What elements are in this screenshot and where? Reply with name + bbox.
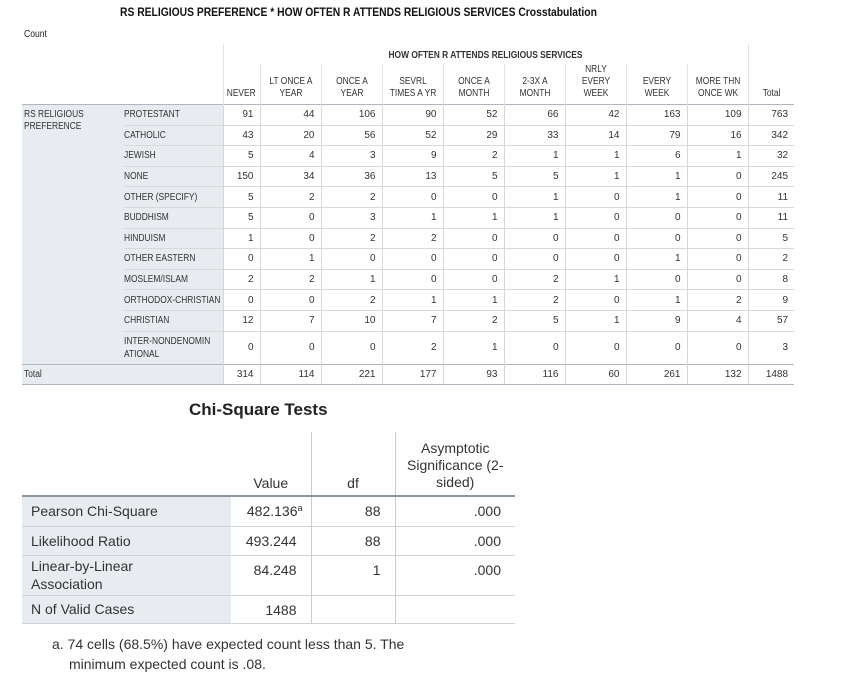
cell-value: 0 bbox=[382, 249, 443, 270]
cell-value: 14 bbox=[565, 125, 626, 146]
cell-value: 1 bbox=[687, 146, 748, 167]
cell-value: 2 bbox=[321, 290, 382, 311]
cell-value: 0 bbox=[260, 228, 321, 249]
cell-value: 1 bbox=[504, 207, 565, 228]
cell-value: 2 bbox=[504, 269, 565, 290]
chi-square-row bbox=[22, 526, 515, 555]
row-label: HINDUISM bbox=[124, 228, 223, 249]
column-header: NEVER bbox=[223, 64, 260, 105]
column-header: LT ONCE A YEAR bbox=[260, 64, 321, 105]
cell-value: 106 bbox=[321, 105, 382, 126]
cell-value: 33 bbox=[504, 125, 565, 146]
cell-value: 5 bbox=[223, 207, 260, 228]
cell-value: 1 bbox=[504, 187, 565, 208]
cell-value: 52 bbox=[443, 105, 504, 126]
cell-value: 8 bbox=[748, 269, 794, 290]
total-cell-value: 132 bbox=[687, 364, 748, 384]
cell-value: 0 bbox=[687, 249, 748, 270]
footnote-line-2: minimum expected count is .08. bbox=[69, 656, 266, 672]
cell-value: 1 bbox=[626, 290, 687, 311]
chi-row-significance: .000 bbox=[395, 555, 515, 595]
cell-value: 2 bbox=[504, 290, 565, 311]
cell-value: 1 bbox=[382, 290, 443, 311]
total-cell-value: 177 bbox=[382, 364, 443, 384]
cell-value: 0 bbox=[382, 187, 443, 208]
cell-value: 3 bbox=[748, 331, 794, 364]
chi-row-value: 493.244 bbox=[231, 526, 311, 555]
cell-value: 56 bbox=[321, 125, 382, 146]
cell-value: 0 bbox=[260, 331, 321, 364]
cell-value: 0 bbox=[687, 228, 748, 249]
chi-header-significance: Asymptotic Significance (2-sided) bbox=[395, 432, 515, 496]
cell-value: 2 bbox=[321, 187, 382, 208]
total-cell-value: 314 bbox=[223, 364, 260, 384]
cell-value: 5 bbox=[504, 310, 565, 331]
column-header: NRLY EVERY WEEK bbox=[565, 64, 626, 105]
chi-row-value: 482.136$^a$ bbox=[231, 496, 311, 526]
column-header: 2-3X A MONTH bbox=[504, 64, 565, 105]
cell-value: 44 bbox=[260, 105, 321, 126]
cell-value: 32 bbox=[748, 146, 794, 167]
table-row bbox=[22, 105, 794, 126]
cell-value: 0 bbox=[565, 228, 626, 249]
cell-value: 7 bbox=[260, 310, 321, 331]
cell-value: 0 bbox=[443, 269, 504, 290]
footnote-line-1: a. 74 cells (68.5%) have expected count less than 5. The bbox=[52, 636, 405, 652]
cell-value: 0 bbox=[565, 331, 626, 364]
cell-value: 763 bbox=[748, 105, 794, 126]
cell-value: 0 bbox=[565, 207, 626, 228]
cell-value: 163 bbox=[626, 105, 687, 126]
cell-value: 245 bbox=[748, 166, 794, 187]
cell-value: 7 bbox=[382, 310, 443, 331]
cell-value: 0 bbox=[687, 166, 748, 187]
cell-value: 90 bbox=[382, 105, 443, 126]
row-label: NONE bbox=[124, 166, 223, 187]
cell-value: 1 bbox=[565, 166, 626, 187]
header-corner-lower bbox=[22, 64, 223, 105]
cell-value: 1 bbox=[565, 310, 626, 331]
cell-value: 20 bbox=[260, 125, 321, 146]
crosstab-title: RS RELIGIOUS PREFERENCE * HOW OFTEN R ATTENDS RELIGIOUS SERVICES Crosstabulation bbox=[120, 5, 597, 19]
cell-value: 4 bbox=[687, 310, 748, 331]
cell-value: 10 bbox=[321, 310, 382, 331]
cell-value: 1 bbox=[260, 249, 321, 270]
chi-header-corner bbox=[22, 432, 231, 496]
cell-value: 1 bbox=[321, 269, 382, 290]
cell-value: 2 bbox=[687, 290, 748, 311]
cell-value: 29 bbox=[443, 125, 504, 146]
column-group-header: HOW OFTEN R ATTENDS RELIGIOUS SERVICES bbox=[223, 44, 748, 64]
cell-value: 2 bbox=[382, 228, 443, 249]
cell-value: 2 bbox=[260, 269, 321, 290]
cell-value: 5 bbox=[223, 187, 260, 208]
column-header: ONCE A MONTH bbox=[443, 64, 504, 105]
cell-value: 66 bbox=[504, 105, 565, 126]
cell-value: 0 bbox=[504, 331, 565, 364]
cell-value: 1 bbox=[223, 228, 260, 249]
cell-value: 0 bbox=[626, 228, 687, 249]
header-corner bbox=[22, 44, 223, 64]
column-header: ONCE A YEAR bbox=[321, 64, 382, 105]
chi-square-row bbox=[22, 595, 515, 623]
cell-value: 16 bbox=[687, 125, 748, 146]
row-label: PROTESTANT bbox=[124, 105, 223, 126]
count-label: Count bbox=[24, 29, 47, 40]
cell-value: 2 bbox=[443, 310, 504, 331]
cell-value: 79 bbox=[626, 125, 687, 146]
column-header: Total bbox=[748, 64, 794, 105]
cell-value: 0 bbox=[443, 228, 504, 249]
cell-value: 2 bbox=[321, 228, 382, 249]
cell-value: 12 bbox=[223, 310, 260, 331]
table-row bbox=[22, 146, 794, 167]
table-row bbox=[22, 228, 794, 249]
cell-value: 4 bbox=[260, 146, 321, 167]
cell-value: 5 bbox=[223, 146, 260, 167]
cell-value: 5 bbox=[443, 166, 504, 187]
total-row-label: Total bbox=[22, 364, 223, 384]
cell-value: 0 bbox=[223, 290, 260, 311]
total-row bbox=[22, 364, 794, 384]
cell-value: 0 bbox=[626, 331, 687, 364]
table-row bbox=[22, 269, 794, 290]
chi-row-df: 88 bbox=[311, 526, 395, 555]
table-row bbox=[22, 331, 794, 364]
chi-row-df bbox=[311, 595, 395, 623]
cell-value: 2 bbox=[260, 187, 321, 208]
cell-value: 5 bbox=[748, 228, 794, 249]
chi-header-df: df bbox=[311, 432, 395, 496]
column-header: EVERY WEEK bbox=[626, 64, 687, 105]
row-label: ORTHODOX-CHRISTIAN bbox=[124, 290, 223, 311]
table-row bbox=[22, 290, 794, 311]
row-label: MOSLEM/ISLAM bbox=[124, 269, 223, 290]
row-label: CHRISTIAN bbox=[124, 310, 223, 331]
cell-value: 0 bbox=[565, 290, 626, 311]
total-cell-value: 93 bbox=[443, 364, 504, 384]
cell-value: 1 bbox=[443, 331, 504, 364]
total-cell-value: 221 bbox=[321, 364, 382, 384]
header-total-spacer bbox=[748, 44, 794, 64]
cell-value: 0 bbox=[626, 207, 687, 228]
cell-value: 3 bbox=[321, 146, 382, 167]
cell-value: 0 bbox=[321, 331, 382, 364]
cell-value: 2 bbox=[382, 331, 443, 364]
chi-row-significance: .000 bbox=[395, 526, 515, 555]
table-row bbox=[22, 125, 794, 146]
cell-value: 42 bbox=[565, 105, 626, 126]
cell-value: 57 bbox=[748, 310, 794, 331]
cell-value: 1 bbox=[443, 207, 504, 228]
cell-value: 1 bbox=[565, 146, 626, 167]
cell-value: 0 bbox=[504, 228, 565, 249]
cell-value: 91 bbox=[223, 105, 260, 126]
chi-row-label: Linear-by-Linear Association bbox=[22, 555, 231, 595]
chi-square-footnote bbox=[52, 634, 404, 674]
table-row bbox=[22, 249, 794, 270]
cell-value: 342 bbox=[748, 125, 794, 146]
column-header: MORE THN ONCE WK bbox=[687, 64, 748, 105]
cell-value: 9 bbox=[382, 146, 443, 167]
crosstab-table bbox=[22, 44, 794, 385]
cell-value: 0 bbox=[687, 331, 748, 364]
table-row bbox=[22, 310, 794, 331]
cell-value: 0 bbox=[687, 207, 748, 228]
chi-header-value: Value bbox=[253, 475, 289, 491]
cell-value: 1 bbox=[626, 187, 687, 208]
chi-row-value: 84.248 bbox=[231, 555, 311, 595]
cell-value: 1 bbox=[626, 166, 687, 187]
table-row bbox=[22, 166, 794, 187]
row-label: OTHER EASTERN bbox=[124, 249, 223, 270]
row-label: CATHOLIC bbox=[124, 125, 223, 146]
cell-value: 0 bbox=[260, 207, 321, 228]
cell-value: 1 bbox=[626, 249, 687, 270]
cell-value: 0 bbox=[626, 269, 687, 290]
total-cell-value: 261 bbox=[626, 364, 687, 384]
cell-value: 150 bbox=[223, 166, 260, 187]
cell-value: 0 bbox=[443, 187, 504, 208]
chi-square-table bbox=[22, 432, 515, 624]
cell-value: 0 bbox=[687, 187, 748, 208]
chi-square-row bbox=[22, 496, 515, 526]
chi-square-row bbox=[22, 555, 515, 595]
cell-value: 0 bbox=[223, 249, 260, 270]
cell-value: 0 bbox=[443, 249, 504, 270]
row-label: INTER-NONDENOMINATIONAL bbox=[124, 331, 223, 364]
cell-value: 0 bbox=[687, 269, 748, 290]
cell-value: 0 bbox=[382, 269, 443, 290]
row-group-label: RS RELIGIOUS PREFERENCE bbox=[22, 105, 124, 365]
cell-value: 9 bbox=[626, 310, 687, 331]
total-cell-value: 60 bbox=[565, 364, 626, 384]
chi-row-label: N of Valid Cases bbox=[22, 595, 231, 623]
row-label: OTHER (SPECIFY) bbox=[124, 187, 223, 208]
column-header: SEVRL TIMES A YR bbox=[382, 64, 443, 105]
cell-value: 2 bbox=[443, 146, 504, 167]
table-row bbox=[22, 187, 794, 208]
cell-value: 0 bbox=[260, 290, 321, 311]
row-label: JEWISH bbox=[124, 146, 223, 167]
chi-row-label: Pearson Chi-Square bbox=[22, 496, 231, 526]
total-cell-value: 1488 bbox=[748, 364, 794, 384]
cell-value: 0 bbox=[565, 187, 626, 208]
chi-row-label: Likelihood Ratio bbox=[22, 526, 231, 555]
cell-value: 9 bbox=[748, 290, 794, 311]
total-cell-value: 114 bbox=[260, 364, 321, 384]
cell-value: 1 bbox=[565, 269, 626, 290]
cell-value: 1 bbox=[504, 146, 565, 167]
cell-value: 13 bbox=[382, 166, 443, 187]
chi-row-significance: .000 bbox=[395, 496, 515, 526]
cell-value: 2 bbox=[748, 249, 794, 270]
footnote-marker: a bbox=[297, 503, 303, 513]
cell-value: 0 bbox=[223, 331, 260, 364]
cell-value: 2 bbox=[223, 269, 260, 290]
chi-row-significance bbox=[395, 595, 515, 623]
chi-square-title: Chi-Square Tests bbox=[189, 400, 328, 419]
cell-value: 6 bbox=[626, 146, 687, 167]
cell-value: 0 bbox=[565, 249, 626, 270]
cell-value: 36 bbox=[321, 166, 382, 187]
chi-row-df: 1 bbox=[311, 555, 395, 595]
chi-row-df: 88 bbox=[311, 496, 395, 526]
cell-value: 5 bbox=[504, 166, 565, 187]
cell-value: 1 bbox=[443, 290, 504, 311]
cell-value: 34 bbox=[260, 166, 321, 187]
cell-value: 52 bbox=[382, 125, 443, 146]
cell-value: 43 bbox=[223, 125, 260, 146]
table-row bbox=[22, 207, 794, 228]
cell-value: 11 bbox=[748, 187, 794, 208]
cell-value: 11 bbox=[748, 207, 794, 228]
cell-value: 0 bbox=[504, 249, 565, 270]
cell-value: 3 bbox=[321, 207, 382, 228]
total-cell-value: 116 bbox=[504, 364, 565, 384]
cell-value: 1 bbox=[382, 207, 443, 228]
chi-row-value: 1488 bbox=[231, 595, 311, 623]
row-label: BUDDHISM bbox=[124, 207, 223, 228]
cell-value: 109 bbox=[687, 105, 748, 126]
cell-value: 0 bbox=[321, 249, 382, 270]
